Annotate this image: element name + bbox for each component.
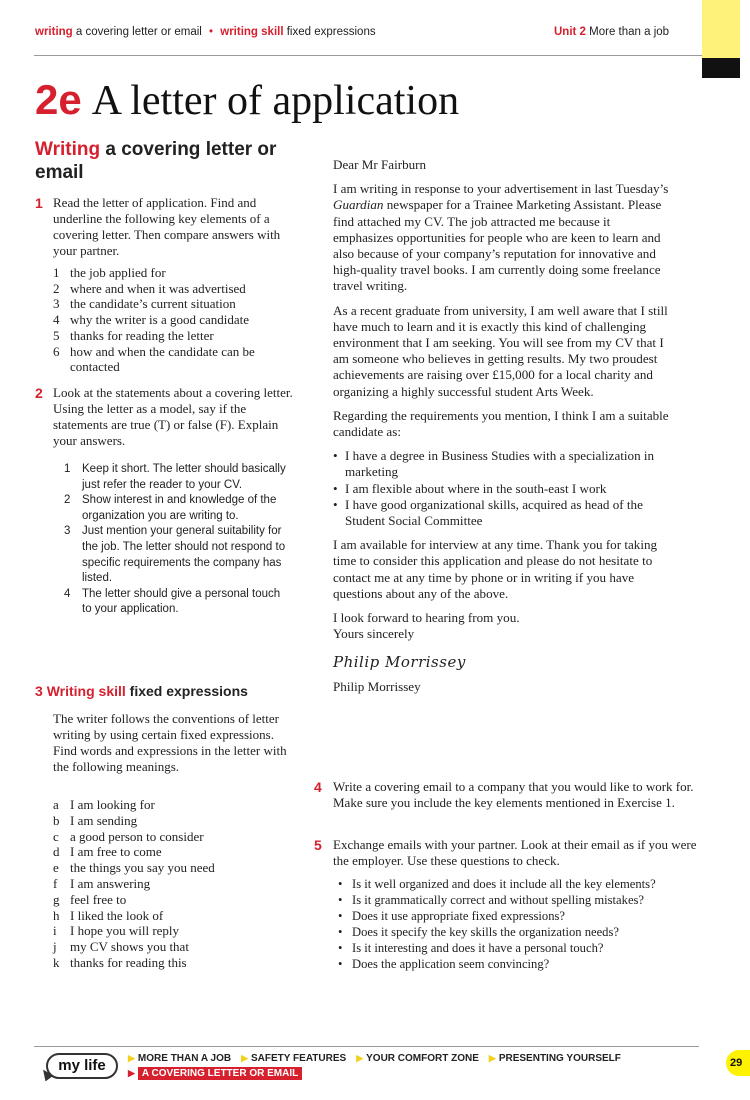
my-life-badge: my life xyxy=(46,1053,118,1079)
page-tab-black xyxy=(702,58,740,78)
exercise-3-list-item-key: i xyxy=(53,923,57,939)
exercise-1-list-item-text: where and when it was advertised xyxy=(70,280,246,296)
header-bullet: • xyxy=(209,26,214,38)
letter-greeting: Dear Mr Fairburn xyxy=(333,157,427,172)
exercise-1-list-item xyxy=(53,312,298,328)
exercise-3-list-item-key: b xyxy=(53,812,60,828)
letter-name: Philip Morrissey xyxy=(333,678,421,694)
exercise-3-list-item-text: I am free to come xyxy=(70,844,162,860)
exercise-3-list-item-key: j xyxy=(53,939,57,955)
unit-title: More than a job xyxy=(589,26,670,38)
exercise-4 xyxy=(314,779,704,811)
letter-bullet: • I have a degree in Business Studies with a specialization in marketing xyxy=(333,448,673,480)
exercise-3-list-item-key: h xyxy=(53,907,60,923)
exercise-1-instruction: Read the letter of application. Find and underline the following key elements of a covering letter. Then compare answers with your partner. xyxy=(53,195,281,258)
exercise-3-list-item-key: f xyxy=(53,875,58,891)
exercise-3-list-item xyxy=(53,797,298,813)
exercise-3-list-item xyxy=(53,908,298,924)
exercise-3-list-item-key: k xyxy=(53,954,60,970)
exercise-2-list-item-text: Just mention your general suitability for the job. The letter should not respond to specific requirements the company has listed. xyxy=(82,525,286,585)
exercise-3-list-item-key: g xyxy=(53,891,60,907)
exercise-3-list-item-key: a xyxy=(53,797,59,812)
exercise-1-list-item xyxy=(53,344,298,375)
exercise-2-list-item-text: Show interest in and knowledge of the organization you are writing to. xyxy=(82,494,277,522)
exercise-1-list-item-text: why the writer is a good candidate xyxy=(70,312,250,328)
exercise-3-heading xyxy=(35,683,248,699)
exercise-5-number: 5 xyxy=(314,837,322,853)
exercise-3-list-item-text: I hope you will reply xyxy=(70,923,180,939)
exercise-1-list-item xyxy=(53,296,298,312)
exercise-3-list-item-text: feel free to xyxy=(70,891,127,907)
exercise-2-list-item-key: 3 xyxy=(64,525,71,538)
footer-lesson-link[interactable] xyxy=(128,1053,231,1064)
exercise-5-question: • Does it use appropriate fixed expressions? xyxy=(336,909,706,925)
running-header-right xyxy=(554,26,669,38)
exercise-2-instruction: Look at the statements about a covering letter. Using the letter as a model, say if the statements are true (T) or false (F). Explain your answers. xyxy=(53,385,293,448)
header-divider xyxy=(34,55,704,56)
active-lesson-label: A COVERING LETTER OR EMAIL xyxy=(138,1067,302,1080)
exercise-1-list-item-text: the job applied for xyxy=(70,265,166,280)
exercise-1-number: 1 xyxy=(35,195,43,211)
exercise-3-list-item xyxy=(53,939,298,955)
exercise-3-list-item xyxy=(53,876,298,892)
exercise-3-instruction: The writer follows the conventions of letter writing by using certain fixed expressions. Find words and expressions in the letter with the following meanings. xyxy=(53,711,287,774)
letter-paragraph-2: As a recent graduate from university, I am well aware that I still have much to learn and it is exactly this kind of challenging environment that I am seeking. You will see from my CV that I am someone who believes in getting results. My two proudest achievements are raising over £15,000 for a local charity and organizing a highly successful student Arts Week. xyxy=(333,302,668,399)
arrow-icon: ▶ xyxy=(488,1053,496,1063)
exercise-3-list-item xyxy=(53,829,298,845)
exercise-3-list-item-text: I am looking for xyxy=(70,797,155,812)
exercise-1-list xyxy=(53,265,298,375)
exercise-3-list-item-key: c xyxy=(53,828,59,844)
page-number: 29 xyxy=(726,1050,750,1076)
footer-lesson-link-label: MORE THAN A JOB xyxy=(137,1053,232,1064)
exercise-1-list-item-key: 6 xyxy=(53,343,60,359)
exercise-1-list-item xyxy=(53,265,298,281)
exercise-1-list-item-key: 4 xyxy=(53,312,60,328)
letter-p1-b: newspaper for a Trainee Marketing Assistant. Please find attached my CV. The job attracted me because it emphasizes opportunities for people who are keen to learn and also because of your company’s reputation for innovative and high-quality travel books. I am currently doing some freelance travel writing. xyxy=(333,197,662,294)
header-topic-1-text: a covering letter or email xyxy=(75,26,202,38)
application-letter xyxy=(333,157,673,703)
exercise-5-question: • Does it specify the key skills the organization needs? xyxy=(336,925,706,941)
exercise-1-list-item-key: 1 xyxy=(53,265,60,280)
exercise-3-list-item-text: a good person to consider xyxy=(70,828,204,844)
letter-paragraph-3: Regarding the requirements you mention, I think I am a suitable candidate as: xyxy=(333,407,669,440)
arrow-icon: ▶ xyxy=(241,1053,248,1063)
exercise-3-list-item-text: thanks for reading this xyxy=(70,954,187,970)
exercise-2-list-item xyxy=(60,462,292,493)
exercise-3-list-item-text: I liked the look of xyxy=(70,907,164,923)
header-topic-2: writing skill xyxy=(220,26,284,38)
exercise-4-text: Write a covering email to a company that you would like to work for. Make sure you include the key elements mentioned in Exercise 1. xyxy=(333,779,694,810)
letter-bullets xyxy=(333,448,673,529)
section-heading-red: Writing xyxy=(35,139,101,160)
letter-p1-italic: Guardian xyxy=(333,197,384,213)
lesson-title: A letter of application xyxy=(91,78,460,124)
exercise-3-list-item xyxy=(53,955,298,971)
arrow-icon: ▶ xyxy=(356,1053,364,1063)
footer-lesson-link-label: SAFETY FEATURES xyxy=(251,1053,347,1064)
exercise-3-list-item-text: I am answering xyxy=(70,875,151,891)
page-title xyxy=(35,74,459,127)
exercise-2-list xyxy=(60,462,292,618)
exercise-1-list-item-key: 5 xyxy=(53,327,60,343)
exercise-2-list-item-text: Keep it short. The letter should basically just refer the reader to your CV. xyxy=(82,463,286,491)
exercise-2-list-item-text: The letter should give a personal touch to your application. xyxy=(82,587,281,616)
footer-lesson-link-label: YOUR COMFORT ZONE xyxy=(366,1053,479,1064)
exercise-2-list-item-key: 1 xyxy=(64,463,71,475)
exercise-3-heading-rest: fixed expressions xyxy=(129,683,248,699)
letter-paragraph-1 xyxy=(333,181,673,294)
running-header-left xyxy=(35,26,376,38)
exercise-1-list-item-key: 2 xyxy=(53,280,60,296)
letter-paragraph-4: I am available for interview at any time. Thank you for taking time to consider this application and please do not hesitate to contact me at any time by phone or in writing if you have questions about any of the above. xyxy=(333,537,658,601)
section-heading-rest: a covering letter or email xyxy=(35,139,277,183)
exercise-4-number: 4 xyxy=(314,779,322,795)
exercise-5-question: • Does the application seem convincing? xyxy=(336,957,706,973)
exercise-3-list-item-text: I am sending xyxy=(70,812,138,828)
header-topic-1: writing xyxy=(35,26,73,38)
exercise-1-list-item-text: the candidate’s current situation xyxy=(70,296,236,312)
exercise-3-list-item xyxy=(53,813,298,829)
exercise-3-heading-red: Writing skill xyxy=(46,683,126,699)
arrow-icon: ▶ xyxy=(128,1053,135,1063)
exercise-1 xyxy=(35,195,295,259)
exercise-1-list-item-key: 3 xyxy=(53,296,60,312)
footer-active-lesson xyxy=(128,1068,302,1079)
footer-lesson-link-label: PRESENTING YOURSELF xyxy=(498,1053,621,1064)
exercise-5 xyxy=(314,837,704,869)
letter-paragraph-5: I look forward to hearing from you. xyxy=(333,610,520,626)
section-heading xyxy=(35,138,295,184)
exercise-5-questions xyxy=(336,877,706,972)
letter-bullet: • I am flexible about where in the south-east I work xyxy=(333,481,673,497)
exercise-3-list-item-key: d xyxy=(53,844,60,860)
exercise-3 xyxy=(35,711,295,775)
exercise-2-list-item-key: 2 xyxy=(64,494,71,507)
exercise-3-list-item-key: e xyxy=(53,860,59,876)
exercise-1-list-item-text: thanks for reading the letter xyxy=(70,327,214,343)
exercise-1-list-item-text: how and when the candidate can be contacted xyxy=(70,343,255,375)
active-arrow-icon: ▶ xyxy=(128,1068,135,1078)
page-tab-yellow xyxy=(702,0,740,58)
exercise-2 xyxy=(35,385,295,449)
exercise-2-list-item xyxy=(60,493,292,524)
exercise-2-number: 2 xyxy=(35,385,43,401)
exercise-3-list-item-text: the things you say you need xyxy=(70,860,215,876)
letter-p1-a: I am writing in response to your advertisement in last Tuesday’s xyxy=(333,181,669,197)
exercise-5-question: • Is it well organized and does it include all the key elements? xyxy=(336,877,706,893)
exercise-1-list-item xyxy=(53,328,298,344)
exercise-5-text: Exchange emails with your partner. Look at their email as if you were the employer. Use these questions to check. xyxy=(333,837,697,868)
signature: Philip Morrissey xyxy=(333,653,466,672)
exercise-3-list-item xyxy=(53,892,298,908)
letter-bullet: • I have good organizational skills, acquired as head of the Student Social Committee xyxy=(333,497,673,529)
letter-closing: Yours sincerely xyxy=(333,626,415,642)
exercise-2-list-item xyxy=(60,587,292,618)
exercise-2-list-item-key: 4 xyxy=(64,587,71,600)
header-topic-2-text: fixed expressions xyxy=(286,26,376,38)
unit-label: Unit 2 xyxy=(554,26,586,38)
exercise-5-question: • Is it grammatically correct and without spelling mistakes? xyxy=(336,893,706,909)
exercise-3-list-item xyxy=(53,860,298,876)
exercise-1-list-item xyxy=(53,281,298,297)
footer-lesson-link[interactable] xyxy=(356,1053,479,1064)
exercise-2-list-item xyxy=(60,524,292,586)
exercise-3-number: 3 xyxy=(35,683,43,699)
exercise-3-list xyxy=(53,797,298,971)
exercise-3-list-item-text: my CV shows you that xyxy=(70,939,189,955)
footer-lesson-links xyxy=(128,1053,631,1064)
exercise-3-list-item xyxy=(53,844,298,860)
exercise-5-question: • Is it interesting and does it have a personal touch? xyxy=(336,941,706,957)
exercise-3-list-item xyxy=(53,923,298,939)
lesson-number: 2e xyxy=(35,76,82,123)
footer-lesson-link[interactable] xyxy=(489,1053,621,1064)
footer-lesson-link[interactable] xyxy=(241,1053,346,1064)
footer-divider xyxy=(34,1046,699,1047)
